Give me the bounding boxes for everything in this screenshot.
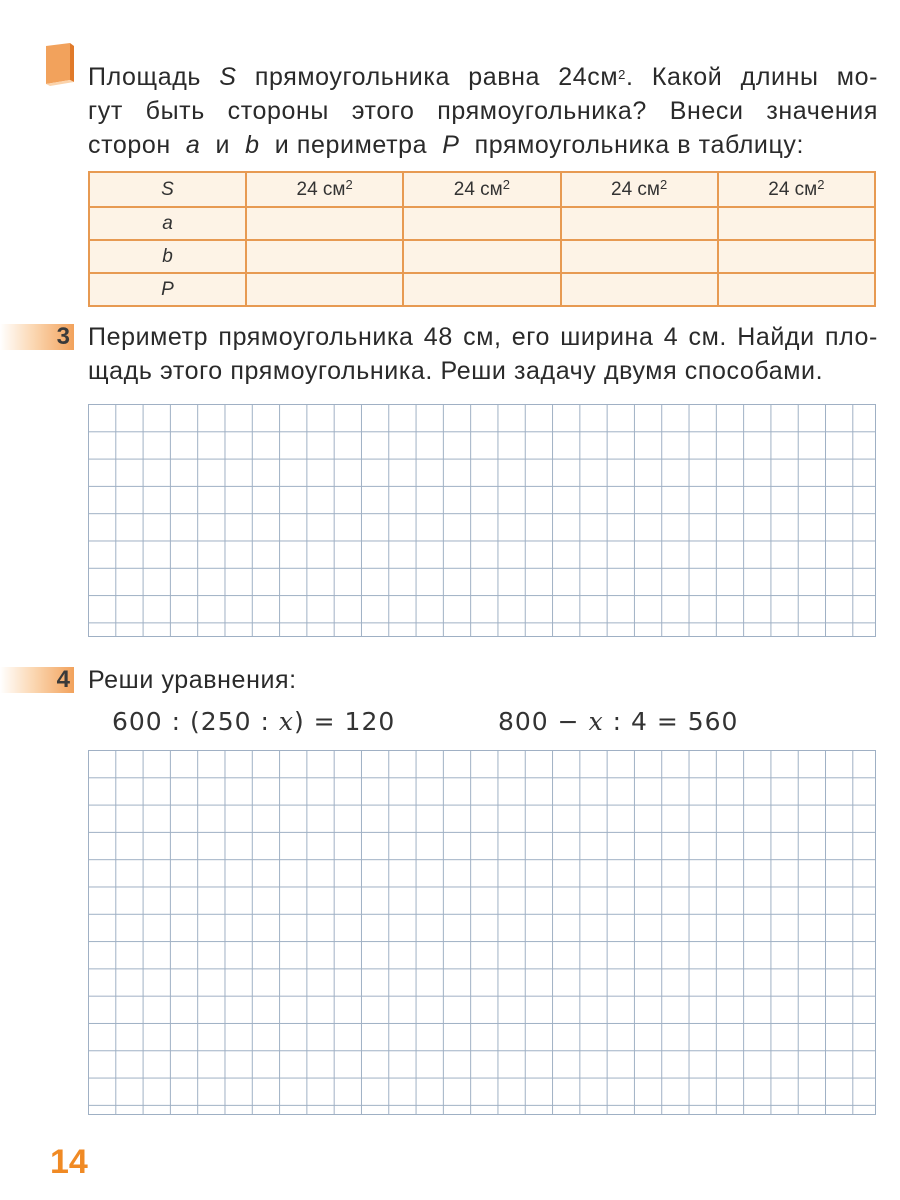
equation-2: 800 − x : 4 = 560 bbox=[498, 707, 739, 736]
answer-cell[interactable] bbox=[718, 273, 875, 306]
answer-cell[interactable] bbox=[246, 207, 403, 240]
answer-cell[interactable] bbox=[718, 240, 875, 273]
page-number: 14 bbox=[50, 1143, 88, 1181]
answer-cell[interactable] bbox=[561, 240, 718, 273]
answer-cell[interactable] bbox=[403, 240, 560, 273]
answer-cell[interactable] bbox=[561, 207, 718, 240]
table-row bbox=[89, 240, 875, 273]
rectangle-table bbox=[88, 171, 876, 307]
area-cell: 24 $см^2$ bbox=[718, 172, 875, 207]
answer-cell[interactable] bbox=[718, 207, 875, 240]
row-header-b: b bbox=[89, 240, 246, 273]
answer-cell[interactable] bbox=[403, 273, 560, 306]
row-header-a: a bbox=[89, 207, 246, 240]
task-2-text: Площадь S прямоугольника равна $24см^2$. Какой длины мо- гут быть стороны этого прямоугольника? Внеси значения сторон a и b и периметра P прямоугольника в таблицу: bbox=[88, 63, 879, 159]
task-3-badge bbox=[0, 324, 74, 350]
task-4-badge bbox=[0, 667, 74, 693]
table-row bbox=[89, 172, 875, 207]
answer-grid-task-3[interactable] bbox=[88, 404, 876, 637]
area-cell: 24 $см^2$ bbox=[403, 172, 560, 207]
area-cell: 24 $см^2$ bbox=[561, 172, 718, 207]
answer-grid-task-4[interactable] bbox=[88, 750, 876, 1115]
answer-cell[interactable] bbox=[403, 207, 560, 240]
table-row bbox=[89, 207, 875, 240]
table-row bbox=[89, 273, 875, 306]
answer-cell[interactable] bbox=[561, 273, 718, 306]
task-3-number: 3 bbox=[56, 323, 70, 350]
answer-cell[interactable] bbox=[246, 273, 403, 306]
row-header-s: S bbox=[89, 172, 246, 207]
area-cell: 24 $см^2$ bbox=[246, 172, 403, 207]
task-4-title: Реши уравнения: bbox=[88, 666, 297, 694]
equation-1: 600 : (250 : x) = 120 bbox=[112, 707, 396, 736]
task-3-text: Периметр прямоугольника 48 см, его ширина 4 см. Найди пло- щадь этого прямоугольника. Реши задачу двумя способами. bbox=[88, 323, 878, 385]
answer-cell[interactable] bbox=[246, 240, 403, 273]
book-icon bbox=[42, 42, 76, 86]
row-header-p: P bbox=[89, 273, 246, 306]
task-4-number: 4 bbox=[56, 666, 70, 693]
